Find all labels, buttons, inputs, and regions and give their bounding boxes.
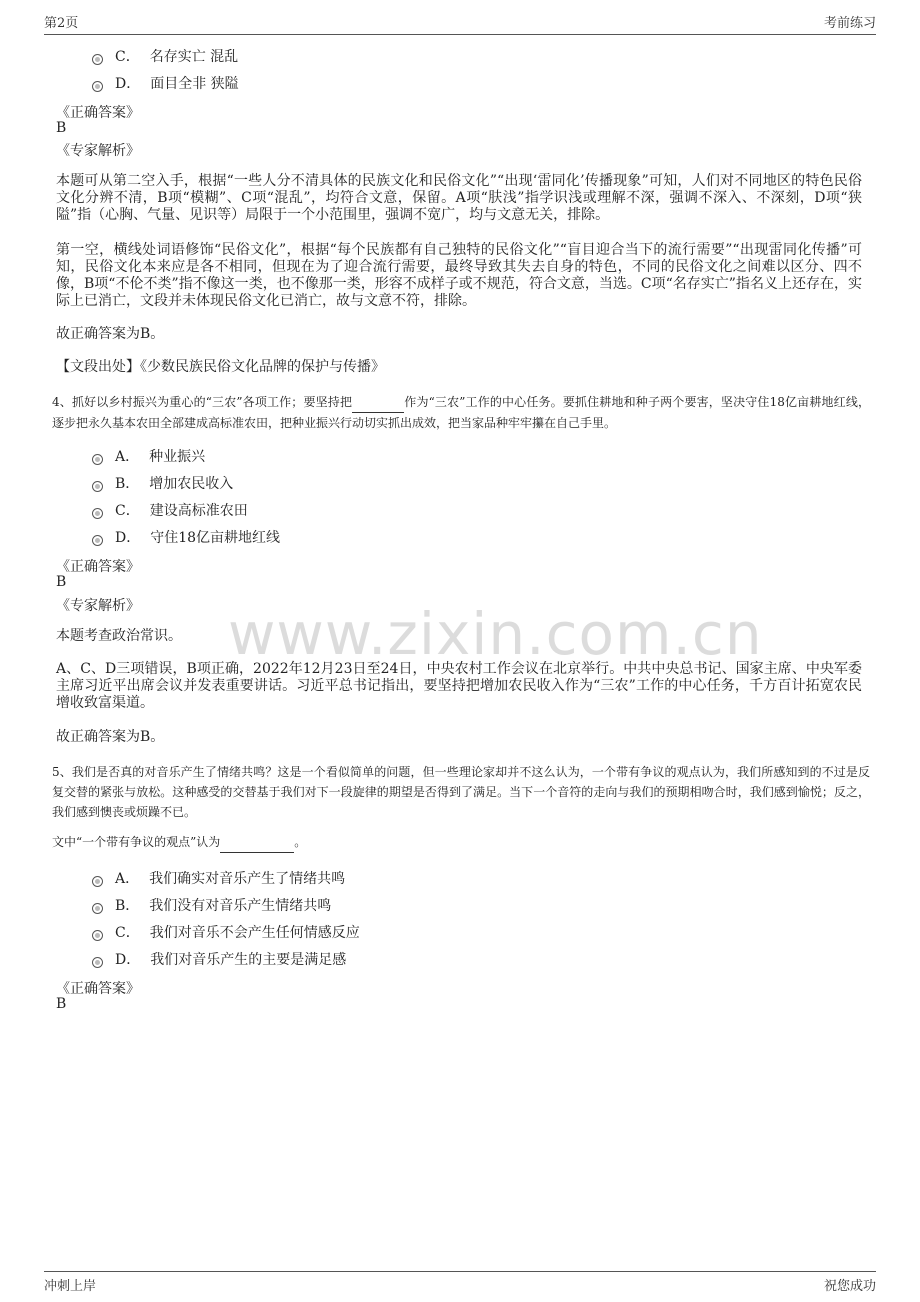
q3-option-d[interactable]: D． 面目全非 狭隘 bbox=[92, 73, 239, 93]
answer-label: 《正确答案》 bbox=[56, 981, 140, 997]
radio-icon[interactable] bbox=[92, 535, 103, 546]
answer-value: B bbox=[56, 996, 67, 1012]
footer-left: 冲刺上岸 bbox=[44, 1279, 97, 1294]
q5-option-d[interactable]: D． 我们对音乐产生的主要是满足感 bbox=[92, 949, 346, 969]
page-header bbox=[44, 12, 876, 35]
radio-icon[interactable] bbox=[92, 481, 103, 492]
header-title: 考前练习 bbox=[823, 16, 876, 31]
analysis-conclusion: 故正确答案为B。 bbox=[56, 729, 165, 745]
analysis-conclusion: 故正确答案为B。 bbox=[56, 326, 165, 342]
q5-option-b[interactable]: B． 我们没有对音乐产生情绪共鸣 bbox=[92, 895, 331, 915]
question-stem: 4、抓好以乡村振兴为重心的“三农”各项工作；要坚持把 作为“三农”工作的中心任务。要抓住耕地和种子两个要害，坚决守住18亿亩耕地红线，逐步把永久基本农田全部建成高标准农田，把种业振兴行动切实抓出成效，把当家品种牢牢攥在自己手里。 bbox=[52, 392, 870, 433]
radio-icon[interactable] bbox=[92, 508, 103, 519]
answer-value: B bbox=[56, 120, 67, 136]
watermark: www.zixin.com.cn bbox=[228, 600, 763, 668]
answer-label: 《正确答案》 bbox=[56, 105, 140, 121]
analysis-paragraph: 本题可从第二空入手，根据“一些人分不清具体的民族文化和民俗文化”“出现‘雷同化’传播现象”可知，人们对不同地区的特色民俗文化分辨不清，B项“模糊”、C项“混乱”，均符合文意，保留。A项“肤浅”指学识浅或理解不深，强调不深入、不深刻，D项“狭隘”指（心胸、气量、见识等）局限于一个小范围里，强调不宽广，均与文意无关，排除。 bbox=[56, 173, 862, 223]
source-citation: 【文段出处】《少数民族民俗文化品牌的保护与传播》 bbox=[56, 359, 385, 375]
radio-icon[interactable] bbox=[92, 454, 103, 465]
answer-blank bbox=[220, 832, 294, 853]
question-stem: 5、我们是否真的对音乐产生了情绪共鸣？这是一个看似简单的问题，但一些理论家却并不这么认为，一个带有争议的观点认为，我们所感知到的不过是反复交替的紧张与放松。这种感受的交替基于我们对下一段旋律的期望是否得到了满足。当下一个音符的走向与我们的预期相吻合时，我们感到愉悦；反之，我们感到懊丧或烦躁不已。 bbox=[52, 765, 870, 819]
q4-option-b[interactable]: B． 增加农民收入 bbox=[92, 473, 233, 493]
radio-icon[interactable] bbox=[92, 81, 103, 92]
analysis-paragraph: 本题考查政治常识。 bbox=[56, 628, 182, 644]
radio-icon[interactable] bbox=[92, 54, 103, 65]
analysis-label: 《专家解析》 bbox=[56, 598, 140, 614]
question-prompt: 文中“一个带有争议的观点”认为 。 bbox=[52, 832, 870, 853]
analysis-paragraph: A、C、D三项错误，B项正确，2022年12月23日至24日，中央农村工作会议在北京举行。中共中央总书记、国家主席、中央军委主席习近平出席会议并发表重要讲话。习近平总书记指出，要坚持把增加农民收入作为“三农”工作的中心任务，千方百计拓宽农民增收致富渠道。 bbox=[56, 661, 862, 711]
page-footer bbox=[44, 1271, 876, 1294]
analysis-paragraph: 第一空，横线处词语修饰“民俗文化”，根据“每个民族都有自己独特的民俗文化”“盲目迎合当下的流行需要”“出现雷同化传播”可知，民俗文化本来应是各不相同，但现在为了迎合流行需要，最终导致其失去自身的特色，不同的民俗文化之间难以区分、四不像，B项“不伦不类”指不像这一类，也不像那一类，形容不成样子或不规范，符合文意，当选。C项“名存实亡”指名义上还存在，实际上已消亡，文段并未体现民俗文化已消亡，故与文意不符，排除。 bbox=[56, 242, 862, 309]
radio-icon[interactable] bbox=[92, 957, 103, 968]
q5-option-a[interactable]: A． 我们确实对音乐产生了情绪共鸣 bbox=[92, 868, 345, 888]
radio-icon[interactable] bbox=[92, 903, 103, 914]
radio-icon[interactable] bbox=[92, 876, 103, 887]
q3-option-c[interactable]: C． 名存实亡 混乱 bbox=[92, 46, 238, 66]
q4-option-a[interactable]: A． 种业振兴 bbox=[92, 446, 205, 466]
page-number: 第2页 bbox=[44, 16, 79, 31]
footer-right: 祝您成功 bbox=[823, 1279, 876, 1294]
q4-option-c[interactable]: C． 建设高标准农田 bbox=[92, 500, 248, 520]
q4-option-d[interactable]: D． 守住18亿亩耕地红线 bbox=[92, 527, 280, 547]
answer-value: B bbox=[56, 574, 67, 590]
answer-label: 《正确答案》 bbox=[56, 559, 140, 575]
q5-option-c[interactable]: C． 我们对音乐不会产生任何情感反应 bbox=[92, 922, 360, 942]
answer-blank bbox=[352, 392, 404, 413]
radio-icon[interactable] bbox=[92, 930, 103, 941]
analysis-label: 《专家解析》 bbox=[56, 143, 140, 159]
